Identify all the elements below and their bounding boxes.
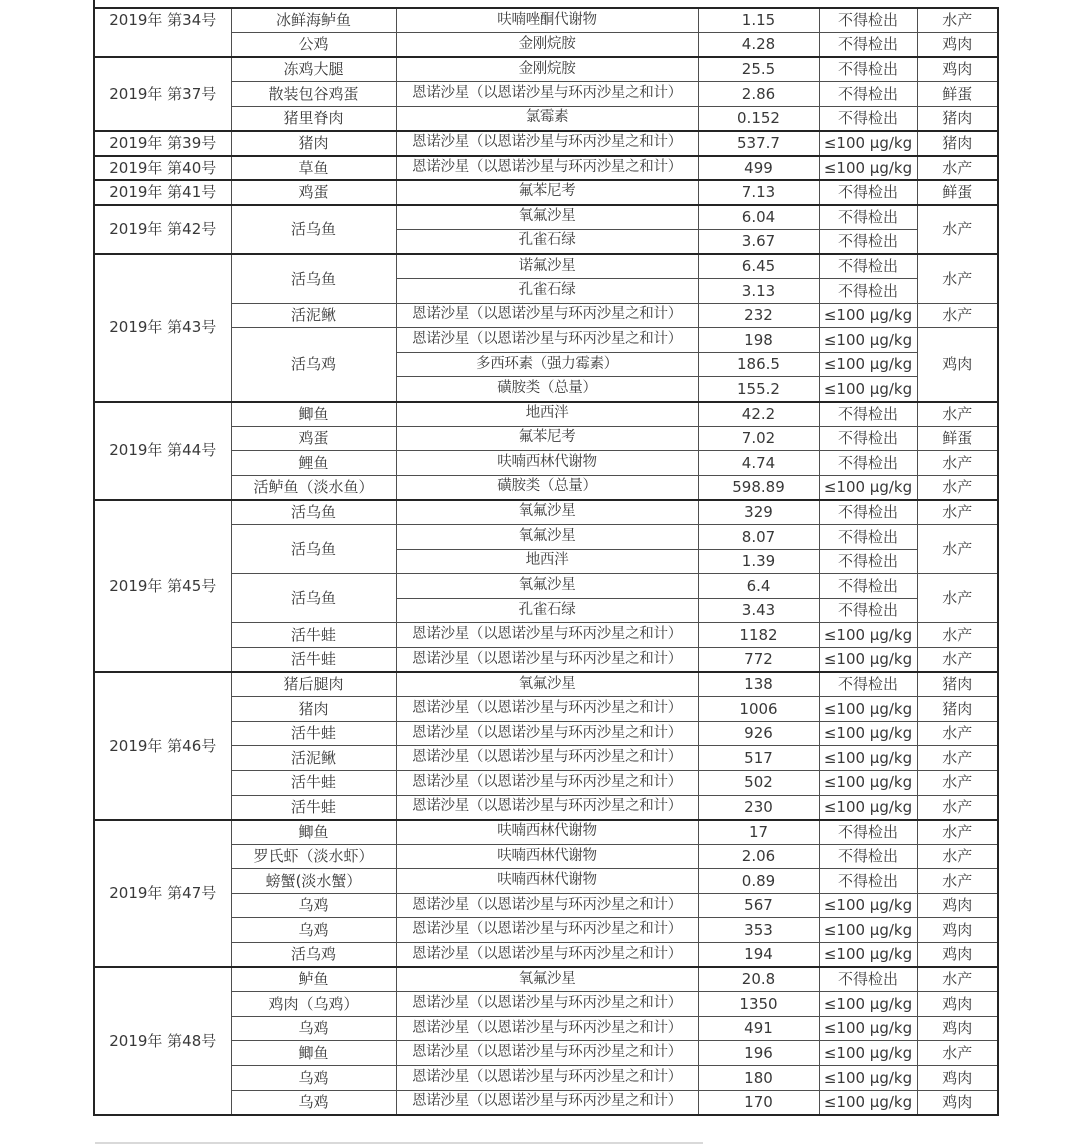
category-cell: 水产 [917, 820, 998, 845]
product-cell: 猪肉 [231, 131, 396, 156]
table-row [94, 402, 998, 427]
value-cell: 537.7 [698, 131, 819, 156]
category-cell: 水产 [917, 746, 998, 771]
limit-cell: 不得检出 [819, 426, 917, 451]
limit-cell: ≤100 μg/kg [819, 647, 917, 672]
substance-cell: 呋喃西林代谢物 [396, 869, 698, 894]
substance-cell: 恩诺沙星（以恩诺沙星与环丙沙星之和计） [396, 647, 698, 672]
limit-cell: ≤100 μg/kg [819, 328, 917, 353]
category-cell: 鲜蛋 [917, 180, 998, 205]
category-cell: 鸡肉 [917, 918, 998, 943]
substance-cell: 孔雀石绿 [396, 229, 698, 254]
category-cell: 水产 [917, 475, 998, 500]
limit-cell: 不得检出 [819, 106, 917, 131]
value-cell: 25.5 [698, 57, 819, 82]
value-cell: 198 [698, 328, 819, 353]
category-cell: 鸡肉 [917, 992, 998, 1017]
substance-cell: 恩诺沙星（以恩诺沙星与环丙沙星之和计） [396, 1041, 698, 1066]
category-cell: 鸡肉 [917, 1090, 998, 1115]
limit-cell: ≤100 μg/kg [819, 770, 917, 795]
substance-cell: 氧氟沙星 [396, 672, 698, 697]
value-cell: 598.89 [698, 475, 819, 500]
category-cell: 鸡肉 [917, 328, 998, 402]
product-cell: 公鸡 [231, 33, 396, 58]
substance-cell: 氧氟沙星 [396, 500, 698, 525]
value-cell: 2.86 [698, 82, 819, 107]
value-cell: 3.67 [698, 229, 819, 254]
next-table-partial-border [95, 1142, 703, 1144]
value-cell: 0.89 [698, 869, 819, 894]
limit-cell: ≤100 μg/kg [819, 1090, 917, 1115]
inspection-results-table [93, 7, 999, 1116]
category-cell: 鲜蛋 [917, 82, 998, 107]
product-cell: 鸡蛋 [231, 180, 396, 205]
table-row [94, 156, 998, 181]
limit-cell: ≤100 μg/kg [819, 746, 917, 771]
substance-cell: 呋喃西林代谢物 [396, 451, 698, 476]
value-cell: 2.06 [698, 844, 819, 869]
category-cell: 水产 [917, 967, 998, 992]
substance-cell: 孔雀石绿 [396, 279, 698, 304]
substance-cell: 呋喃西林代谢物 [396, 844, 698, 869]
limit-cell: 不得检出 [819, 8, 917, 33]
substance-cell: 恩诺沙星（以恩诺沙星与环丙沙星之和计） [396, 992, 698, 1017]
limit-cell: 不得检出 [819, 33, 917, 58]
value-cell: 517 [698, 746, 819, 771]
product-cell: 乌鸡 [231, 893, 396, 918]
limit-cell: ≤100 μg/kg [819, 918, 917, 943]
category-cell: 猪肉 [917, 697, 998, 722]
category-cell: 水产 [917, 303, 998, 328]
product-cell: 鲤鱼 [231, 451, 396, 476]
value-cell: 155.2 [698, 377, 819, 402]
product-cell: 活鲈鱼（淡水鱼） [231, 475, 396, 500]
substance-cell: 氧氟沙星 [396, 524, 698, 549]
product-cell: 活乌鱼 [231, 574, 396, 623]
category-cell: 水产 [917, 844, 998, 869]
category-cell: 猪肉 [917, 106, 998, 131]
category-cell: 猪肉 [917, 672, 998, 697]
category-cell: 水产 [917, 156, 998, 181]
value-cell: 491 [698, 1016, 819, 1041]
substance-cell: 呋喃唑酮代谢物 [396, 8, 698, 33]
product-cell: 乌鸡 [231, 1066, 396, 1091]
table-row [94, 131, 998, 156]
substance-cell: 诺氟沙星 [396, 254, 698, 279]
product-cell: 活乌鸡 [231, 328, 396, 402]
notice-cell: 2019年 第34号 [94, 8, 231, 57]
notice-cell: 2019年 第43号 [94, 254, 231, 402]
substance-cell: 恩诺沙星（以恩诺沙星与环丙沙星之和计） [396, 721, 698, 746]
product-cell: 活牛蛙 [231, 770, 396, 795]
value-cell: 502 [698, 770, 819, 795]
value-cell: 3.13 [698, 279, 819, 304]
product-cell: 活乌鱼 [231, 254, 396, 303]
product-cell: 螃蟹(淡水蟹） [231, 869, 396, 894]
limit-cell: 不得检出 [819, 279, 917, 304]
value-cell: 926 [698, 721, 819, 746]
notice-cell: 2019年 第44号 [94, 402, 231, 500]
table-row [94, 254, 998, 279]
category-cell: 水产 [917, 647, 998, 672]
limit-cell: 不得检出 [819, 574, 917, 599]
category-cell: 水产 [917, 500, 998, 525]
category-cell: 猪肉 [917, 131, 998, 156]
product-cell: 鲫鱼 [231, 402, 396, 427]
table-row [94, 500, 998, 525]
limit-cell: ≤100 μg/kg [819, 156, 917, 181]
product-cell: 活乌鸡 [231, 943, 396, 968]
value-cell: 772 [698, 647, 819, 672]
notice-cell: 2019年 第41号 [94, 180, 231, 205]
substance-cell: 恩诺沙星（以恩诺沙星与环丙沙星之和计） [396, 82, 698, 107]
value-cell: 1350 [698, 992, 819, 1017]
substance-cell: 恩诺沙星（以恩诺沙星与环丙沙星之和计） [396, 746, 698, 771]
limit-cell: ≤100 μg/kg [819, 943, 917, 968]
value-cell: 7.13 [698, 180, 819, 205]
value-cell: 0.152 [698, 106, 819, 131]
value-cell: 138 [698, 672, 819, 697]
value-cell: 4.28 [698, 33, 819, 58]
value-cell: 4.74 [698, 451, 819, 476]
product-cell: 猪后腿肉 [231, 672, 396, 697]
category-cell: 水产 [917, 1041, 998, 1066]
substance-cell: 恩诺沙星（以恩诺沙星与环丙沙星之和计） [396, 1066, 698, 1091]
value-cell: 1.39 [698, 549, 819, 574]
notice-cell: 2019年 第46号 [94, 672, 231, 820]
substance-cell: 金刚烷胺 [396, 57, 698, 82]
value-cell: 180 [698, 1066, 819, 1091]
category-cell: 水产 [917, 770, 998, 795]
product-cell: 鸡蛋 [231, 426, 396, 451]
limit-cell: 不得检出 [819, 549, 917, 574]
limit-cell: ≤100 μg/kg [819, 893, 917, 918]
category-cell: 水产 [917, 402, 998, 427]
category-cell: 水产 [917, 869, 998, 894]
limit-cell: 不得检出 [819, 254, 917, 279]
limit-cell: 不得检出 [819, 205, 917, 230]
substance-cell: 恩诺沙星（以恩诺沙星与环丙沙星之和计） [396, 623, 698, 648]
substance-cell: 恩诺沙星（以恩诺沙星与环丙沙星之和计） [396, 303, 698, 328]
substance-cell: 多西环素（强力霉素） [396, 352, 698, 377]
substance-cell: 恩诺沙星（以恩诺沙星与环丙沙星之和计） [396, 131, 698, 156]
product-cell: 活乌鱼 [231, 500, 396, 525]
product-cell: 草鱼 [231, 156, 396, 181]
value-cell: 499 [698, 156, 819, 181]
limit-cell: ≤100 μg/kg [819, 377, 917, 402]
substance-cell: 恩诺沙星（以恩诺沙星与环丙沙星之和计） [396, 156, 698, 181]
category-cell: 水产 [917, 524, 998, 573]
category-cell: 鸡肉 [917, 1066, 998, 1091]
substance-cell: 氧氟沙星 [396, 574, 698, 599]
limit-cell: 不得检出 [819, 180, 917, 205]
notice-cell: 2019年 第48号 [94, 967, 231, 1115]
substance-cell: 恩诺沙星（以恩诺沙星与环丙沙星之和计） [396, 943, 698, 968]
limit-cell: ≤100 μg/kg [819, 475, 917, 500]
inspection-table-container [93, 7, 999, 1116]
product-cell: 活牛蛙 [231, 647, 396, 672]
substance-cell: 金刚烷胺 [396, 33, 698, 58]
value-cell: 170 [698, 1090, 819, 1115]
value-cell: 7.02 [698, 426, 819, 451]
value-cell: 20.8 [698, 967, 819, 992]
value-cell: 8.07 [698, 524, 819, 549]
product-cell: 鲫鱼 [231, 1041, 396, 1066]
product-cell: 鲈鱼 [231, 967, 396, 992]
limit-cell: 不得检出 [819, 500, 917, 525]
substance-cell: 恩诺沙星（以恩诺沙星与环丙沙星之和计） [396, 770, 698, 795]
category-cell: 水产 [917, 721, 998, 746]
limit-cell: ≤100 μg/kg [819, 721, 917, 746]
substance-cell: 恩诺沙星（以恩诺沙星与环丙沙星之和计） [396, 893, 698, 918]
limit-cell: ≤100 μg/kg [819, 1016, 917, 1041]
limit-cell: 不得检出 [819, 869, 917, 894]
category-cell: 水产 [917, 795, 998, 820]
substance-cell: 恩诺沙星（以恩诺沙星与环丙沙星之和计） [396, 918, 698, 943]
limit-cell: ≤100 μg/kg [819, 352, 917, 377]
category-cell: 鸡肉 [917, 1016, 998, 1041]
product-cell: 乌鸡 [231, 1090, 396, 1115]
table-row [94, 967, 998, 992]
value-cell: 1182 [698, 623, 819, 648]
product-cell: 冰鲜海鲈鱼 [231, 8, 396, 33]
limit-cell: ≤100 μg/kg [819, 795, 917, 820]
value-cell: 194 [698, 943, 819, 968]
substance-cell: 氟苯尼考 [396, 180, 698, 205]
category-cell: 鸡肉 [917, 57, 998, 82]
product-cell: 活乌鱼 [231, 524, 396, 573]
table-row [94, 672, 998, 697]
substance-cell: 地西泮 [396, 549, 698, 574]
category-cell: 鸡肉 [917, 33, 998, 58]
limit-cell: ≤100 μg/kg [819, 623, 917, 648]
substance-cell: 氧氟沙星 [396, 205, 698, 230]
product-cell: 乌鸡 [231, 918, 396, 943]
limit-cell: 不得检出 [819, 451, 917, 476]
table-row [94, 205, 998, 230]
value-cell: 6.4 [698, 574, 819, 599]
notice-cell: 2019年 第47号 [94, 820, 231, 968]
category-cell: 水产 [917, 451, 998, 476]
notice-cell: 2019年 第42号 [94, 205, 231, 254]
notice-cell: 2019年 第39号 [94, 131, 231, 156]
product-cell: 鲫鱼 [231, 820, 396, 845]
value-cell: 1.15 [698, 8, 819, 33]
product-cell: 冻鸡大腿 [231, 57, 396, 82]
category-cell: 水产 [917, 8, 998, 33]
substance-cell: 恩诺沙星（以恩诺沙星与环丙沙星之和计） [396, 795, 698, 820]
value-cell: 329 [698, 500, 819, 525]
substance-cell: 氧氟沙星 [396, 967, 698, 992]
product-cell: 活泥鳅 [231, 746, 396, 771]
limit-cell: ≤100 μg/kg [819, 1041, 917, 1066]
category-cell: 水产 [917, 254, 998, 303]
substance-cell: 恩诺沙星（以恩诺沙星与环丙沙星之和计） [396, 328, 698, 353]
limit-cell: 不得检出 [819, 844, 917, 869]
category-cell: 鸡肉 [917, 943, 998, 968]
notice-cell: 2019年 第37号 [94, 57, 231, 131]
limit-cell: 不得检出 [819, 57, 917, 82]
limit-cell: 不得检出 [819, 967, 917, 992]
limit-cell: ≤100 μg/kg [819, 131, 917, 156]
limit-cell: 不得检出 [819, 402, 917, 427]
product-cell: 猪里脊肉 [231, 106, 396, 131]
limit-cell: ≤100 μg/kg [819, 1066, 917, 1091]
product-cell: 活牛蛙 [231, 795, 396, 820]
value-cell: 42.2 [698, 402, 819, 427]
category-cell: 水产 [917, 623, 998, 648]
limit-cell: 不得检出 [819, 229, 917, 254]
value-cell: 230 [698, 795, 819, 820]
value-cell: 567 [698, 893, 819, 918]
substance-cell: 氯霉素 [396, 106, 698, 131]
substance-cell: 地西泮 [396, 402, 698, 427]
substance-cell: 恩诺沙星（以恩诺沙星与环丙沙星之和计） [396, 697, 698, 722]
table-row [94, 8, 998, 33]
product-cell: 活牛蛙 [231, 623, 396, 648]
value-cell: 353 [698, 918, 819, 943]
category-cell: 水产 [917, 574, 998, 623]
substance-cell: 呋喃西林代谢物 [396, 820, 698, 845]
substance-cell: 磺胺类（总量） [396, 475, 698, 500]
substance-cell: 孔雀石绿 [396, 598, 698, 623]
table-row [94, 820, 998, 845]
value-cell: 6.04 [698, 205, 819, 230]
substance-cell: 恩诺沙星（以恩诺沙星与环丙沙星之和计） [396, 1090, 698, 1115]
table-row [94, 180, 998, 205]
limit-cell: 不得检出 [819, 524, 917, 549]
product-cell: 乌鸡 [231, 1016, 396, 1041]
category-cell: 鲜蛋 [917, 426, 998, 451]
product-cell: 活牛蛙 [231, 721, 396, 746]
category-cell: 水产 [917, 205, 998, 254]
value-cell: 3.43 [698, 598, 819, 623]
limit-cell: 不得检出 [819, 598, 917, 623]
limit-cell: ≤100 μg/kg [819, 303, 917, 328]
value-cell: 196 [698, 1041, 819, 1066]
product-cell: 活泥鳅 [231, 303, 396, 328]
substance-cell: 磺胺类（总量） [396, 377, 698, 402]
limit-cell: ≤100 μg/kg [819, 697, 917, 722]
limit-cell: 不得检出 [819, 82, 917, 107]
limit-cell: 不得检出 [819, 820, 917, 845]
value-cell: 232 [698, 303, 819, 328]
limit-cell: 不得检出 [819, 672, 917, 697]
product-cell: 鸡肉（乌鸡） [231, 992, 396, 1017]
value-cell: 6.45 [698, 254, 819, 279]
value-cell: 186.5 [698, 352, 819, 377]
substance-cell: 氟苯尼考 [396, 426, 698, 451]
product-cell: 罗氏虾（淡水虾） [231, 844, 396, 869]
category-cell: 鸡肉 [917, 893, 998, 918]
notice-cell: 2019年 第45号 [94, 500, 231, 672]
product-cell: 散装包谷鸡蛋 [231, 82, 396, 107]
table-row [94, 57, 998, 82]
substance-cell: 恩诺沙星（以恩诺沙星与环丙沙星之和计） [396, 1016, 698, 1041]
value-cell: 1006 [698, 697, 819, 722]
product-cell: 活乌鱼 [231, 205, 396, 254]
product-cell: 猪肉 [231, 697, 396, 722]
notice-cell: 2019年 第40号 [94, 156, 231, 181]
limit-cell: ≤100 μg/kg [819, 992, 917, 1017]
value-cell: 17 [698, 820, 819, 845]
